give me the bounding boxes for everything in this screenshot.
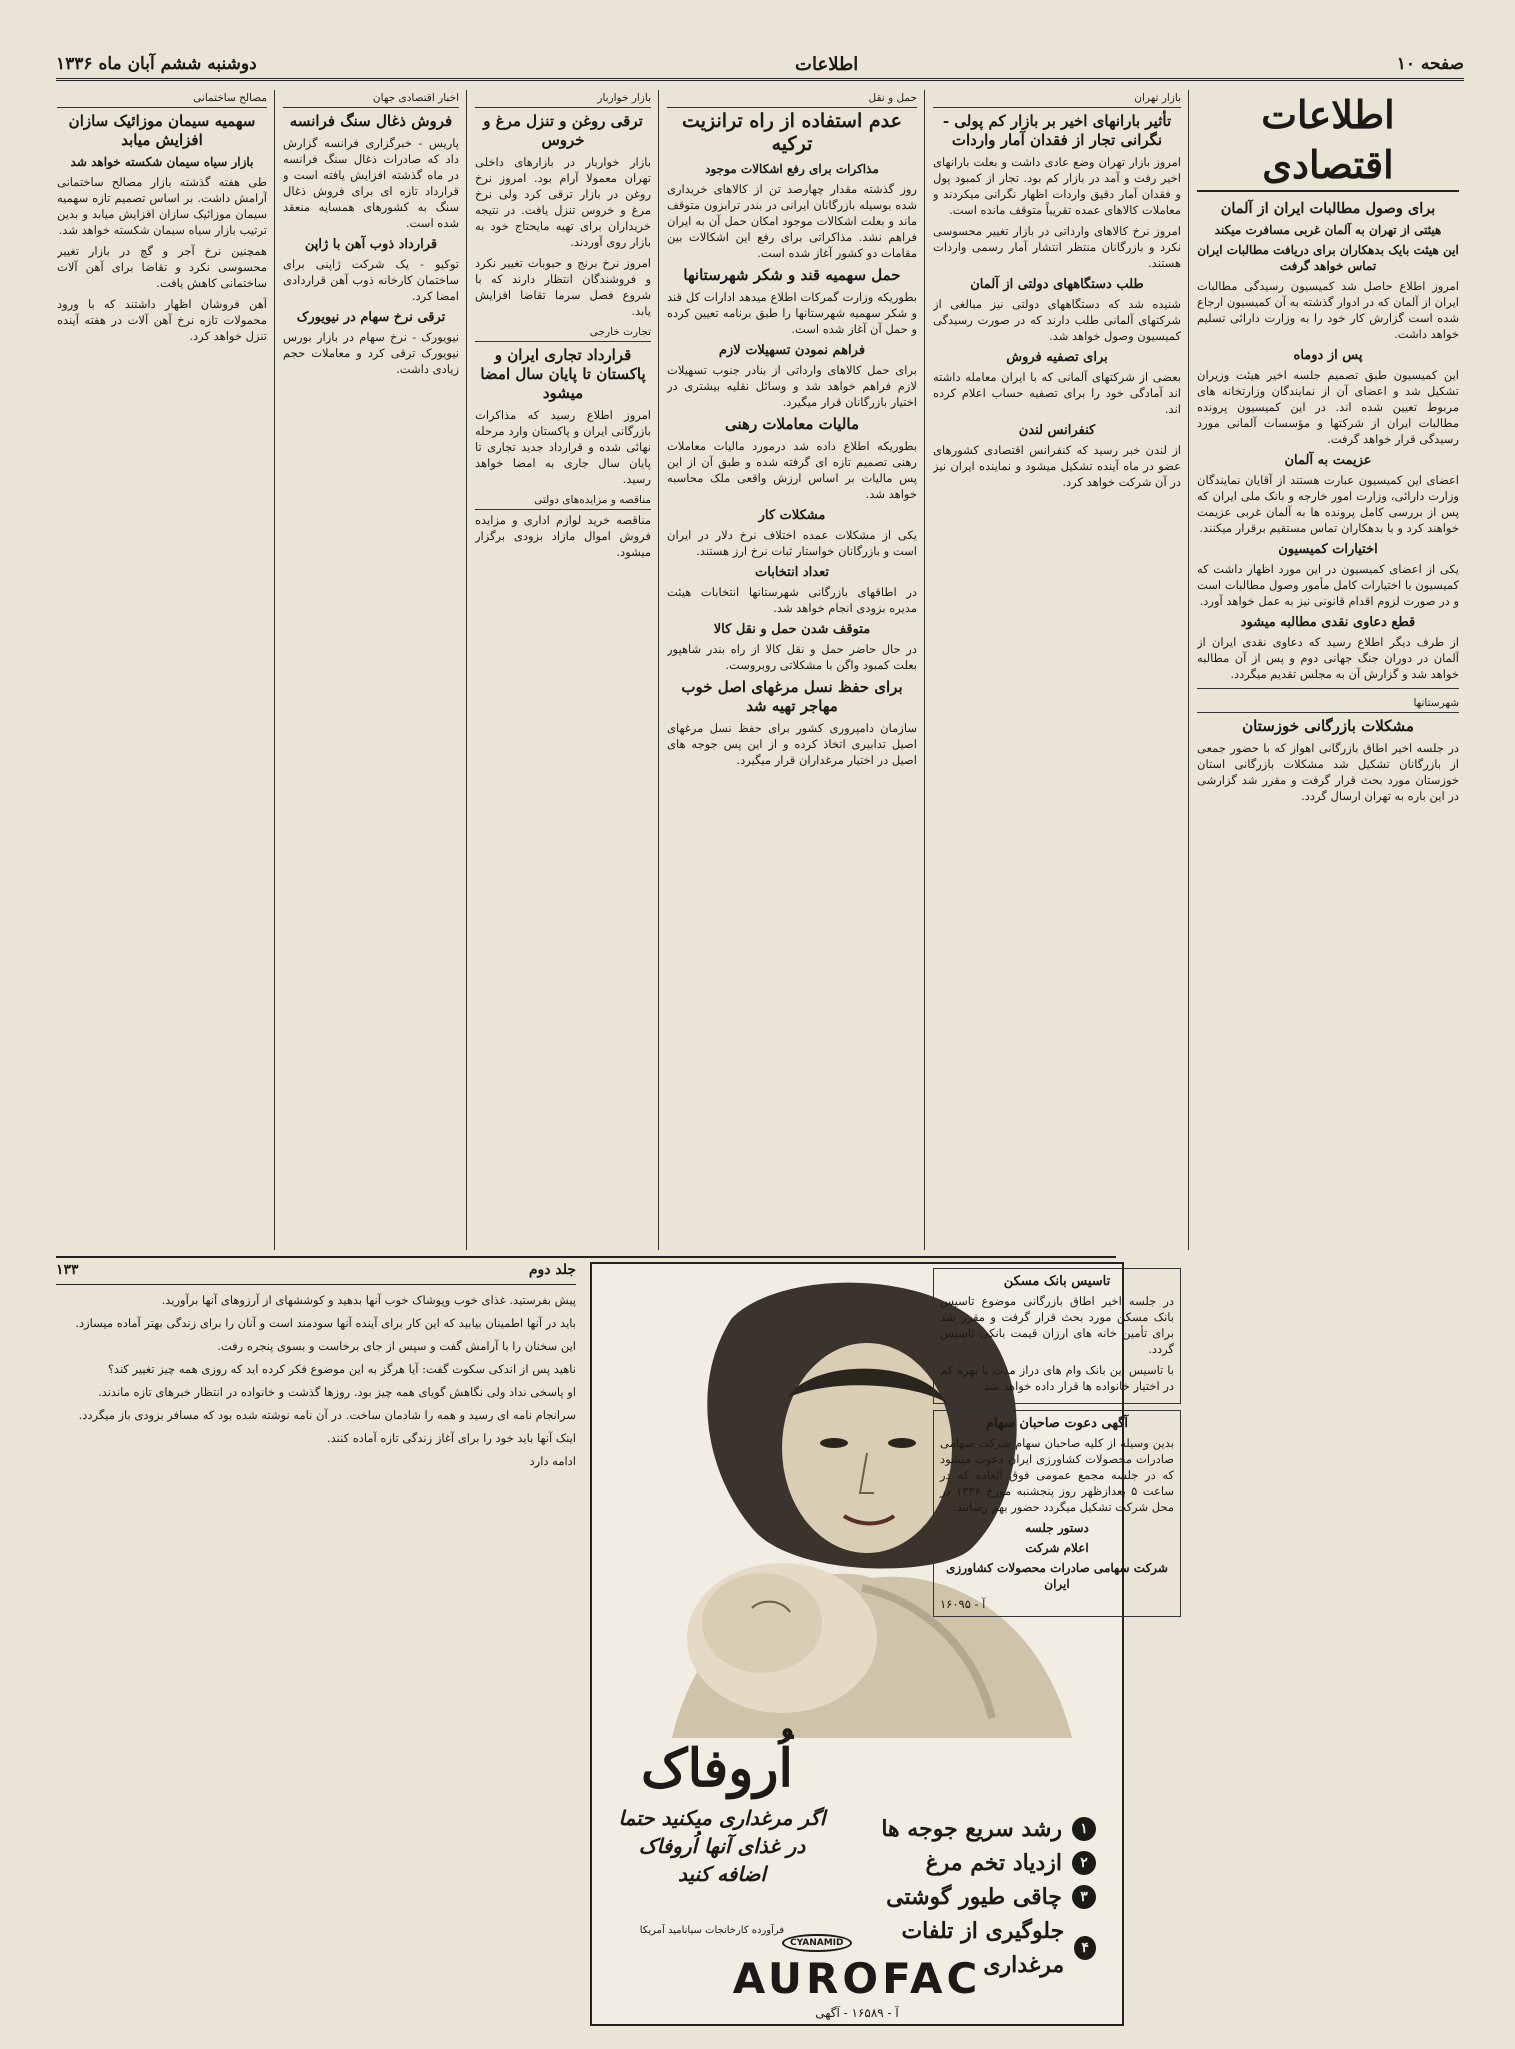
article-paragraph: پاریس - خبرگزاری فرانسه گزارش داد که صادرات ذغال سنگ فرانسه در ماه گذشته افزایش یافته است و قرارداد تازه ای برای فروش ذغال سنگ به کشورهای همسایه منعقد شده است.	[283, 136, 459, 230]
article-subheading: قرارداد ذوب آهن با ژاپن	[304, 237, 438, 252]
article-paragraph: اعضای این کمیسیون عبارت هستند از آقایان نمایندگان وزارت دارائی، وزارت امور خارجه و بانک ملی ایران که پس از بررسی کامل پرونده ها به آلمان غربی عزیمت خواهند کرد و با بدهکاران تماس مستقیم برقرار میکنند.	[1197, 473, 1459, 535]
article-paragraph: امروز نرخ برنج و حبوبات تغییر نکرد و فروشندگان انتظار دارند که با شروع فصل سرما تقاضا افزایش یابد.	[475, 256, 651, 318]
article-paragraph: از طرف دیگر اطلاع رسید که دعاوی نقدی ایران از آلمان در دوران جنگ جهانی دوم و پس از آن مطالبه خواهد شد و گزارش آن به مجلس تقدیم میگردد.	[1197, 635, 1459, 681]
serial-paragraph: اینک آنها باید خود را برای آغاز زندگی تازه آماده کنند.	[326, 1431, 576, 1445]
column-world-economy	[283, 90, 459, 1250]
article-subheading: برای تصفیه فروش	[1006, 350, 1108, 365]
article-paragraph: بعضی از شرکتهای آلمانی که با ایران معامله داشته اند آمادگی خود را برای تصفیه حساب اعلام کرده اند.	[933, 370, 1181, 416]
article-paragraph: توکیو - یک شرکت ژاپنی برای ساختمان کارخانه ذوب آهن قراردادی امضا کرد.	[283, 257, 459, 303]
article-headline: قرارداد تجاری ایران و پاکستان تا پایان سال امضا میشود	[480, 346, 646, 402]
article-headline: عدم استفاده از راه ترانزیت ترکیه	[682, 110, 902, 155]
article-paragraph: بازار خواربار در بازارهای داخلی تهران معمولا آرام بود. امروز نرخ روغن در بازار ترقی کرد ولی نرخ مرغ و خروس تنزل یافت. در نتیجه خریداران برای تهیه مایحتاج خود به بازار روی آوردند.	[475, 155, 651, 249]
notice-company: شرکت سهامی صادرات محصولات کشاورزی ایران	[946, 1561, 1168, 1591]
section-kicker: تجارت خارجی	[475, 324, 651, 342]
ad-feature: ۳ چاقی طیور گوشتی	[836, 1880, 1096, 1914]
column-building-materials	[57, 90, 267, 1250]
column-economic-news	[1197, 90, 1459, 1570]
notice-text: بدین وسیله از کلیه صاحبان سهام شرکت سهامی صادرات محصولات کشاورزی ایران دعوت میشود که در جلسه مجمع عمومی فوق العاده که در ساعت ۵ بعدازظهر روز پنجشنبه مورخ ۱۳۳۶ در محل شرکت تشکیل میگردد حضور بهم رسانند.	[940, 1436, 1174, 1514]
article-paragraph: نیویورک - نرخ سهام در بازار بورس نیویورک ترقی کرد و معاملات حجم زیادی داشت.	[283, 330, 459, 376]
notice-board: اعلام شرکت	[1025, 1541, 1089, 1555]
ad-feature: ۱ رشد سریع جوجه ها	[836, 1812, 1096, 1846]
article-paragraph: امروز اطلاع حاصل شد کمیسیون رسیدگی مطالبات ایران از آلمان که در ادوار گذشته به آن کمیسیون ارجاع شده است گزارش کار خود را به وزارت دارائی تسلیم خواهد داشت.	[1197, 279, 1459, 341]
ad-brand-persian: اُروفاک	[641, 1738, 793, 1799]
article-paragraph: سازمان دامپروری کشور برای حفظ نسل مرغهای اصیل تدابیری اتخاذ کرده و از این پس جوجه های اصیل در اختیار مرغداران قرار میگیرد.	[667, 721, 917, 767]
article-headline: سهمیه سیمان موزائیک سازان افزایش میابد	[68, 112, 256, 149]
article-subheading: کنفرانس لندن	[1018, 423, 1096, 438]
divider	[1197, 688, 1459, 689]
lead-subhead: هیئتی از تهران به آلمان غربی مسافرت میکند	[1214, 223, 1442, 237]
column-rule	[658, 90, 659, 1250]
article-headline: تأثیر بارانهای اخیر بر بازار کم پولی - نگرانی تجار از فقدان آمار واردات	[942, 112, 1172, 149]
shareholders-notice	[933, 1410, 1181, 1617]
serial-volume: جلد دوم	[528, 1262, 576, 1278]
article-subheading: اختیارات کمیسیون	[1278, 542, 1378, 557]
number-badge-icon: ۳	[1072, 1885, 1096, 1909]
article-headline: ترقی روغن و تنزل مرغ و خروس	[483, 112, 643, 149]
section-kicker: بازار تهران	[933, 90, 1181, 108]
article-headline: تاسیس بانک مسکن	[1003, 1274, 1111, 1289]
article-paragraph: روز گذشته مقدار چهارصد تن از کالاهای خریداری شده بوسیله بازرگانان ایرانی در بندر ترابزون متوقف ماند و بعلت اشکالات موجود امکان حمل آن به ایران فراهم نشد. مذاکراتی برای رفع این اشکالات بین مقامات دو کشور آغاز شده است.	[667, 182, 917, 260]
notice-headline: آگهی دعوت صاحبان سهام	[985, 1416, 1129, 1431]
housing-bank-article	[933, 1268, 1181, 1404]
article-subheading: تعداد انتخابات	[755, 565, 829, 580]
article-paragraph: یکی از اعضای کمیسیون در این مورد اظهار داشت که کمیسیون با اختیارات کامل مأمور وصول مطالبات است و در صورت لزوم اقدام قانونی نیز به عمل خواهد آورد.	[1197, 562, 1459, 608]
section-title: اطلاعات اقتصادی	[1197, 90, 1459, 192]
article-paragraph: امروز بازار تهران وضع عادی داشت و بعلت بارانهای اخیر رفت و آمد در بازار کم بود. تجار از کمبود پول و فقدان آمار دقیق واردات اظهار نگرانی میکردند و معاملات کالاهای عمده تقریباً متوقف مانده است.	[933, 155, 1181, 217]
serial-paragraph: ناهید پس از اندکی سکوت گفت: آیا هرگز به این موضوع فکر کرده اید که روزی همه چیز تغییر کند؟	[107, 1362, 576, 1376]
number-badge-icon: ۴	[1074, 1936, 1096, 1960]
article-subhead: بازار سیاه سیمان شکسته خواهد شد	[70, 155, 254, 169]
ad-manufacturer: فرآورده کارخانجات سیانامید آمریکا	[639, 1925, 785, 1936]
number-badge-icon: ۱	[1072, 1817, 1096, 1841]
page-number: صفحه ۱۰	[1396, 54, 1464, 74]
article-subheading: طلب دستگاههای دولتی از آلمان	[970, 277, 1144, 292]
article-headline: فروش ذغال سنگ فرانسه	[289, 112, 453, 130]
section-kicker: بازار خواربار	[475, 90, 651, 108]
column-foodstuffs	[475, 90, 651, 1250]
article-paragraph: طی هفته گذشته بازار مصالح ساختمانی آرامش داشت. بر اساس تصمیم تازه سهمیه سیمان موزائیک سازان افزایش میابد و بدین ترتیب بازار سیاه سیمان شکسته خواهد شد.	[57, 175, 267, 237]
column-rule	[1188, 90, 1189, 1250]
column-rule	[274, 90, 275, 1250]
article-subheading: برای حفظ نسل مرغهای اصل خوب مهاجر تهیه شد	[681, 678, 903, 715]
article-subheading: متوقف شدن حمل و نقل کالا	[713, 622, 871, 637]
article-paragraph: این کمیسیون طبق تصمیم جلسه اخیر هیئت وزیران تشکیل شد و اعضای آن از نمایندگان وزارتخانه های مربوط تعیین شده اند. در این کمیسیون پرونده مطالبات ایران از شرکتها و مؤسسات آلمانی مورد رسیدگی قرار خواهد گرفت.	[1197, 368, 1459, 446]
serial-paragraph: باید در آنها اطمینان بیابید که این کار برای آینده آنها سودمند است و آنان را برای زندگی بهتر آماده میسازد.	[75, 1316, 576, 1330]
article-paragraph: در اطاقهای بازرگانی شهرستانها انتخابات هیئت مدیره بزودی انجام خواهد شد.	[667, 585, 917, 615]
column-tehran-market	[933, 90, 1181, 1250]
issue-date: دوشنبه ششم آبان ماه ۱۳۳۶	[56, 54, 257, 74]
article-paragraph: از لندن خبر رسید که کنفرانس اقتصادی کشورهای عضو در ماه آینده تشکیل میشود و نماینده ایران نیز در آن شرکت خواهد کرد.	[933, 443, 1181, 489]
article-paragraph: شنیده شد که دستگاههای دولتی نیز مبالغی از شرکتهای آلمانی طلب دارند که در صورت رسیدگی کمیسیون وصول خواهد شد.	[933, 297, 1181, 343]
serial-story	[56, 1292, 576, 1476]
article-subheading: مشکلات کار	[758, 508, 826, 523]
article-paragraph: در جلسه اخیر اطاق بازرگانی اهواز که با حضور جمعی از بازرگانان تشکیل شد مشکلات بازرگانی استان خوزستان مورد بحث قرار گرفت و مقرر شد گزارشی در این باره به تهران ارسال گردد.	[1197, 741, 1459, 803]
notice-code: آ - ۱۶۰۹۵	[940, 1597, 986, 1611]
article-paragraph: در جلسه اخیر اطاق بازرگانی موضوع تاسیس بانک مسکن مورد بحث قرار گرفت و مقرر شد برای تأمین خانه های ارزان قیمت بانکی تاسیس گردد.	[940, 1294, 1174, 1356]
article-subheading: پس از دوماه	[1293, 348, 1363, 363]
notice-agenda: دستور جلسه	[1025, 1521, 1089, 1535]
ad-code: آ - ۱۶۵۸۹ - آگهی	[815, 2006, 899, 2020]
article-paragraph: بطوریکه وزارت گمرکات اطلاع میدهد ادارات کل قند و شکر سهمیه شهرستانها را طبق برنامه تعیین کرده و حمل آن آغاز شده است.	[667, 290, 917, 336]
article-subheading: فراهم نمودن تسهیلات لازم	[718, 343, 866, 358]
article-subheading: ترقی نرخ سهام در نیویورک	[296, 310, 446, 325]
paper-name: اطلاعات	[795, 53, 859, 75]
serial-paragraph: این سخنان را با آرامش گفت و سپس از جای برخاست و بسوی پنجره رفت.	[217, 1339, 576, 1353]
section-kicker: شهرستانها	[1197, 695, 1459, 713]
masthead	[56, 50, 1464, 81]
serial-paragraph: ادامه دارد	[529, 1454, 576, 1468]
lead-headline: برای وصول مطالبات ایران از آلمان	[1220, 200, 1436, 217]
article-headline: مشکلات بازرگانی خوزستان	[1242, 717, 1414, 735]
cyanamid-logo: CYANAMID	[782, 1934, 852, 1952]
column-right-bottom	[933, 1262, 1181, 2022]
section-kicker: اخبار اقتصادی جهان	[283, 90, 459, 108]
column-rule	[924, 90, 925, 1250]
serial-paragraph: سرانجام نامه ای رسید و همه را شادمان ساخت. در آن نامه نوشته شده بود که مسافر بزودی باز میگردد.	[78, 1408, 576, 1422]
article-subheading: مالیات معاملات رهنی	[725, 415, 859, 433]
article-paragraph: بطوریکه اطلاع داده شد درمورد مالیات معاملات رهنی تصمیم تازه ای گرفته شده و طبق آن از این پس مالیات بر اساس ارزش واقعی ملک محاسبه خواهد شد.	[667, 439, 917, 501]
section-kicker: مصالح ساختمانی	[57, 90, 267, 108]
article-paragraph: در حال حاضر حمل و نقل کالا از راه بندر شاهپور بعلت کمبود واگن با مشکلاتی روبروست.	[667, 642, 917, 672]
article-paragraph: آهن فروشان اظهار داشتند که با ورود محمولات تازه نرخ آهن آلات در هفته آینده تنزل خواهد کرد.	[57, 297, 267, 343]
article-paragraph: برای حمل کالاهای وارداتی از بنادر جنوب تسهیلات لازم فراهم خواهد شد و وسائل نقلیه بیشتری در اختیار بازرگانان قرار میگیرد.	[667, 363, 917, 409]
article-subheading: عزیمت به آلمان	[1284, 453, 1372, 468]
article-paragraph: مناقصه خرید لوازم اداری و مزایده فروش اموال مازاد بزودی برگزار میشود.	[475, 513, 651, 559]
column-transport	[667, 90, 917, 1250]
article-paragraph: همچنین نرخ آجر و گچ در بازار تغییر محسوسی نکرد و تقاضا برای آهن آلات ساختمانی کاهش یافت.	[57, 244, 267, 290]
article-paragraph: امروز اطلاع رسید که مذاکرات بازرگانی ایران و پاکستان وارد مرحله نهائی شده و قرارداد جدید تجاری تا پایان سال جاری به امضا خواهد رسید.	[475, 408, 651, 486]
ad-feature: ۴ جلوگیری از تلفات مرغداری	[836, 1914, 1096, 1982]
article-paragraph: با تاسیس این بانک وام های دراز مدت با بهره کم در اختیار خانواده ها قرار داده خواهد شد.	[940, 1363, 1174, 1393]
number-badge-icon: ۲	[1072, 1851, 1096, 1875]
article-subheading: قطع دعاوی نقدی مطالبه میشود	[1240, 615, 1416, 630]
article-subheading: حمل سهمیه قند و شکر شهرستانها	[683, 266, 901, 284]
section-kicker: حمل و نقل	[667, 90, 917, 108]
bottom-rule	[56, 1256, 1116, 1258]
article-paragraph: یکی از مشکلات عمده اختلاف نرخ دلار در ایران است و بازرگانان خواستار ثبات نرخ ارز هستند.	[667, 528, 917, 558]
column-rule	[466, 90, 467, 1250]
article-subhead: مذاکرات برای رفع اشکالات موجود	[705, 162, 879, 176]
serial-header	[56, 1262, 576, 1285]
ad-brand-latin: AUROFAC	[732, 1954, 982, 2003]
article-paragraph: امروز نرخ کالاهای وارداتی در بازار تغییر محسوسی نکرد و بازرگانان منتظر انتشار آمار رسمی واردات هستند.	[933, 224, 1181, 270]
section-kicker: مناقصه و مزایده‌های دولتی	[475, 492, 651, 510]
ad-feature: ۲ ازدیاد تخم مرغ	[836, 1846, 1096, 1880]
lead-subhead-2: این هیئت بایک بدهکاران برای دریافت مطالبات ایران تماس خواهد گرفت	[1197, 243, 1459, 273]
serial-page-number: ۱۳۳	[56, 1262, 79, 1278]
ad-slogan: اگر مرغداری میکنید حتما در غذای آنها اُروفاک اضافه کنید	[618, 1806, 826, 1886]
serial-paragraph: او پاسخی نداد ولی نگاهش گویای همه چیز بود. روزها گذشت و خانواده در انتظار خبرهای تازه ماندند.	[98, 1385, 576, 1399]
serial-paragraph: پیش بفرستید. غذای خوب وپوشاک خوب آنها بدهید و کوششهای از آرزوهای آنها برآورید.	[161, 1293, 576, 1307]
